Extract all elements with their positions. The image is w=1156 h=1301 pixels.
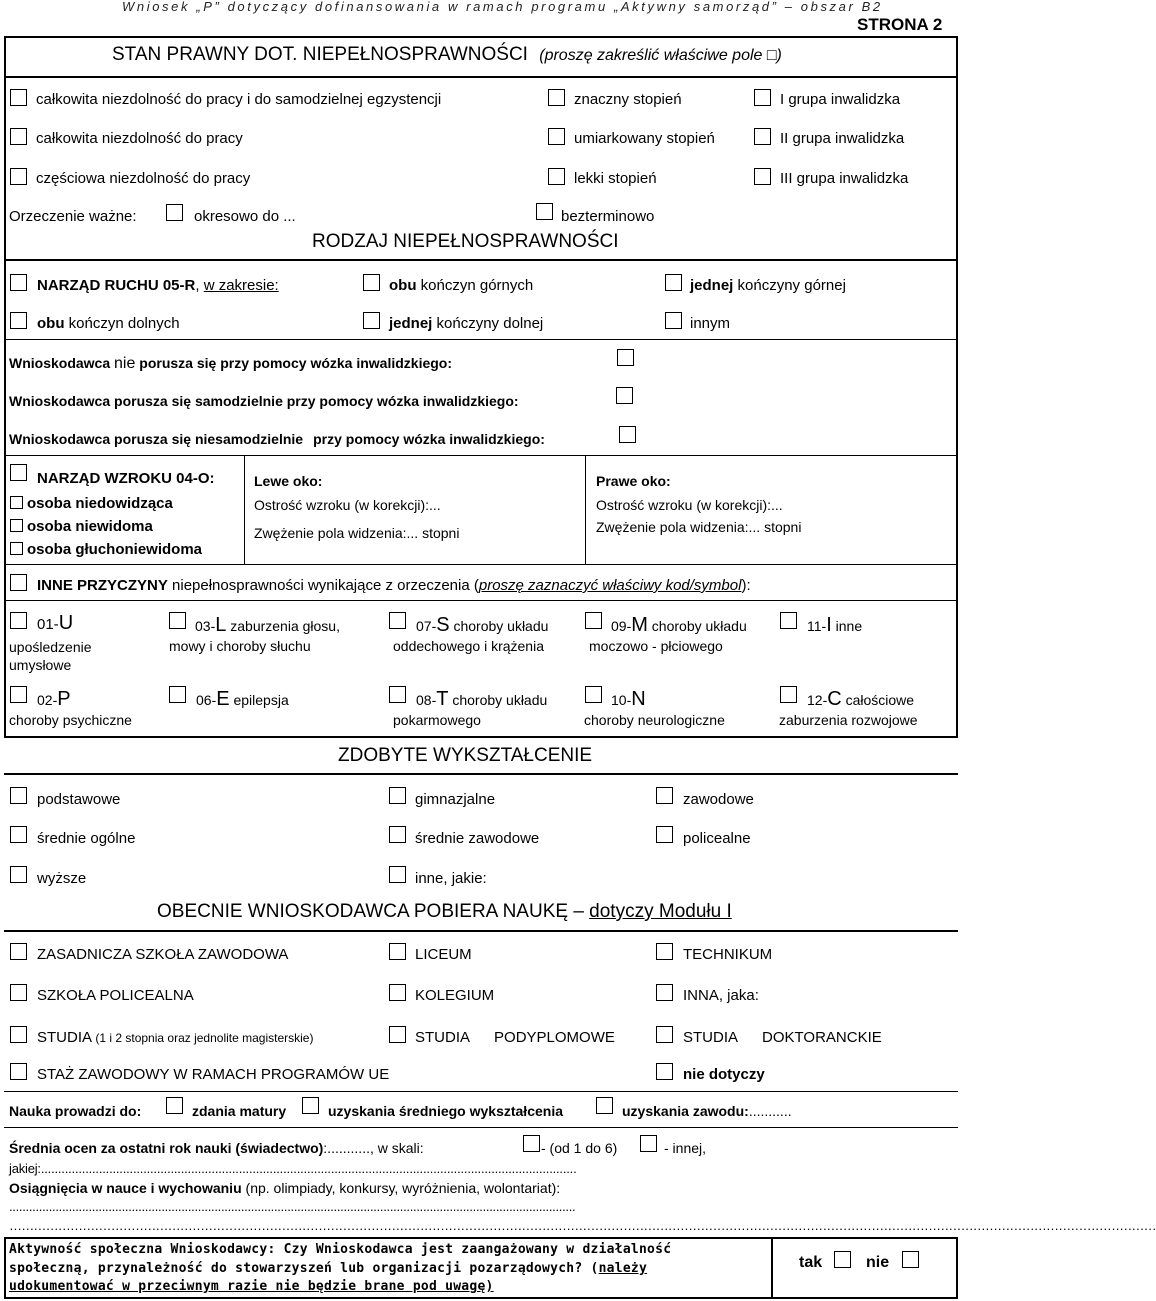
checkbox-edu-other[interactable] [389,866,406,883]
checkbox-social-yes[interactable] [834,1251,851,1268]
checkbox-not-applicable[interactable] [656,1063,673,1080]
code-08-t-desc: pokarmowego [393,712,481,728]
label-validity-temporary: okresowo do ... [194,208,296,225]
label-post-secondary-school: SZKOŁA POLICEALNA [37,987,194,1004]
social-border-right [956,1237,958,1298]
label-moderate-degree: umiarkowany stopień [574,130,715,147]
label-not-applicable: nie dotyczy [683,1066,765,1083]
checkbox-edu-primary[interactable] [10,787,27,804]
label-edu-general-secondary: średnie ogólne [37,830,136,847]
label-edu-other: inne, jakie: [415,870,487,887]
label-high-school: LICEUM [415,946,472,963]
checkbox-deafblind[interactable] [10,542,23,555]
label-scale-other: - innej, [664,1140,707,1156]
label-goal-profession: uzyskania zawodu:........... [622,1103,792,1119]
checkbox-one-lower-limb[interactable] [363,312,380,329]
code-01-u-desc: upośledzenie umysłowe [9,639,92,673]
checkbox-blind[interactable] [10,519,23,532]
checkbox-partial-incapacity[interactable] [10,168,27,185]
divider [4,455,958,456]
checkbox-eu-internship[interactable] [10,1063,27,1080]
label-both-lower-limbs: obu kończyn dolnych [37,315,180,332]
divider [4,76,958,78]
checkbox-vision-organ[interactable] [10,464,27,481]
right-eye-field: Zwężenie pola widzenia:... stopni [596,519,802,535]
code-10-n: 10-N [611,688,646,710]
label-grade-average: Średnia ocen za ostatni rok nauki (świadectwo):..........., w skali: [9,1140,424,1156]
code-01-u: 01-U [37,612,74,634]
label-education-goal: Nauka prowadzi do: [9,1103,142,1119]
vision-divider-1 [244,455,245,565]
checkbox-other-school[interactable] [656,984,673,1001]
label-edu-vocational: zawodowe [683,791,754,808]
checkbox-edu-higher[interactable] [10,866,27,883]
checkbox-group-2[interactable] [754,128,771,145]
code-12-c: 12-C całościowe [807,688,915,710]
checkbox-wheelchair-independent[interactable] [616,387,633,404]
left-eye-field: Zwężenie pola widzenia:... stopni [254,525,460,541]
checkbox-validity-temporary[interactable] [166,204,183,221]
checkbox-code-06-e[interactable] [169,686,186,703]
checkbox-validity-permanent[interactable] [536,203,553,220]
label-doctoral-studies: STUDIA DOKTORANCKIE [683,1029,882,1046]
label-validity-permanent: bezterminowo [561,208,655,225]
checkbox-wheelchair-none[interactable] [617,349,634,366]
checkbox-scale-1-6[interactable] [523,1135,540,1152]
code-09-m: 09-M choroby układu [611,614,747,636]
checkbox-mild-degree[interactable] [548,168,565,185]
label-total-incapacity: całkowita niezdolność do pracy [36,130,243,147]
social-text-3: udokumentować w przeciwnym razie nie będzie brane pod uwagę) [9,1279,494,1294]
outer-border-bottom [4,736,958,738]
checkbox-group-3[interactable] [754,168,771,185]
checkbox-edu-lower-secondary[interactable] [389,787,406,804]
divider [4,773,958,775]
label-studies: STUDIA (1 i 2 stopnia oraz jednolite magisterskie) [37,1029,314,1046]
outer-border-right [956,36,958,738]
checkbox-social-no[interactable] [902,1251,919,1268]
legal-status-heading: STAN PRAWNY DOT. NIEPEŁNOSPRAWNOŚCI (proszę zakreślić właściwe pole □) [112,44,782,65]
vision-divider-2 [585,455,586,565]
label-both-upper-limbs: obu kończyn górnych [389,277,534,294]
social-border-left [4,1237,6,1298]
label-wheelchair-dependent: Wnioskodawca porusza się niesamodzielnie przy pomocy wózka inwalidzkiego: [9,431,545,447]
checkbox-studies[interactable] [10,1026,27,1043]
validity-label: Orzeczenie ważne: [9,208,137,225]
label-social-yes: tak [799,1254,823,1271]
checkbox-edu-vocational[interactable] [656,787,673,804]
checkbox-code-08-t[interactable] [389,686,406,703]
checkbox-code-07-s[interactable] [389,612,406,629]
label-basic-vocational-school: ZASADNICZA SZKOŁA ZAWODOWA [37,946,289,963]
divider [4,1127,958,1128]
right-eye-acuity: Ostrość wzroku (w korekcji):... [596,497,783,513]
checkbox-code-09-m[interactable] [585,612,602,629]
label-scale-1-6: - (od 1 do 6) [541,1140,618,1156]
checkbox-goal-matura[interactable] [166,1097,183,1114]
label-other-limb: innym [690,315,731,332]
checkbox-college[interactable] [389,984,406,1001]
checkbox-scale-other[interactable] [640,1135,657,1152]
label-vision-organ: NARZĄD WZROKU 04-O: [37,470,215,487]
label-wheelchair-none: Wnioskodawca nie porusza się przy pomocy wózka inwalidzkiego: [9,355,453,372]
checkbox-high-school[interactable] [389,943,406,960]
checkbox-significant-degree[interactable] [548,89,565,106]
checkbox-code-11-i[interactable] [780,612,797,629]
label-one-lower-limb: jednej kończyny dolnej [389,315,544,332]
outer-border-left [4,36,6,738]
checkbox-total-incapacity[interactable] [10,128,27,145]
label-eu-internship: STAŻ ZAWODOWY W RAMACH PROGRAMÓW UE [37,1066,390,1083]
social-text-1: Aktywność społeczna Wnioskodawcy: Czy Wnioskodawca jest zaangażowany w działalność [9,1242,672,1257]
checkbox-post-secondary-school[interactable] [10,984,27,1001]
label-mild-degree: lekki stopień [574,170,657,187]
divider [4,564,958,565]
checkbox-motor-organ[interactable] [10,274,27,291]
label-edu-post-secondary: policealne [683,830,751,847]
achievements-dots-1: ........................................................................................................................................................................... [9,1199,576,1214]
label-blind: osoba niewidoma [27,518,153,535]
code-02-p-desc: choroby psychiczne [9,712,132,728]
code-07-s: 07-S choroby układu [416,614,549,636]
running-header: Wniosek „P” dotyczący dofinansowania w ramach programu „Aktywny samorząd” – obszar B2 [122,0,883,14]
checkbox-other-causes[interactable] [10,574,27,591]
checkbox-edu-post-secondary[interactable] [656,826,673,843]
left-eye-acuity: Ostrość wzroku (w korekcji):... [254,497,441,513]
code-09-m-desc: moczowo - płciowego [589,638,723,654]
label-one-upper-limb: jednej kończyny górnej [690,277,846,294]
label-other-causes: INNE PRZYCZYNY niepełnosprawności wynikające z orzeczenia (proszę zaznaczyć właściwy kod/symbol): [37,577,751,594]
divider [4,600,958,601]
label-social-no: nie [866,1254,890,1271]
label-low-vision: osoba niedowidząca [27,495,173,512]
code-10-n-desc: choroby neurologiczne [584,712,725,728]
checkbox-basic-vocational-school[interactable] [10,943,27,960]
checkbox-code-03-l[interactable] [169,612,186,629]
social-divider [771,1237,773,1298]
label-other-school: INNA, jaka: [683,987,759,1004]
label-edu-lower-secondary: gimnazjalne [415,791,496,808]
label-technical-school: TECHNIKUM [683,946,773,963]
achievements-dots-2: ………………………………………………………………………………………………………………………………………………………………………………………………………………………………………………………… [9,1218,1156,1233]
label-edu-higher: wyższe [37,870,87,887]
code-03-l: 03-L zaburzenia głosu, [195,614,340,636]
checkbox-other-limb[interactable] [665,312,682,329]
code-08-t: 08-T choroby układu [416,688,548,710]
divider [4,339,958,340]
social-text-2: społeczną, przynależność do stowarzyszeń lub organizacji pozarządowych? (należy [9,1261,648,1276]
divider [4,930,958,932]
label-postgraduate-studies: STUDIA PODYPLOMOWE [415,1029,615,1046]
label-significant-degree: znaczny stopień [574,91,682,108]
label-total-incapacity-independent: całkowita niezdolność do pracy i do samodzielnej egzystencji [36,91,442,108]
checkbox-moderate-degree[interactable] [548,128,565,145]
page-number: STRONA 2 [857,15,943,34]
checkbox-group-1[interactable] [754,89,771,106]
checkbox-edu-general-secondary[interactable] [10,826,27,843]
social-border-bottom [4,1297,958,1299]
label-goal-secondary: uzyskania średniego wykształcenia [328,1103,563,1119]
label-group-3: III grupa inwalidzka [780,170,909,187]
divider [4,1091,958,1092]
label-group-1: I grupa inwalidzka [780,91,901,108]
code-11-i: 11-I inne [807,614,863,636]
checkbox-edu-vocational-secondary[interactable] [389,826,406,843]
label-achievements: Osiągnięcia w nauce i wychowaniu (np. olimpiady, konkursy, wyróżnienia, wolontariat): [9,1180,561,1196]
checkbox-doctoral-studies[interactable] [656,1026,673,1043]
current-education-heading: OBECNIE WNIOSKODAWCA POBIERA NAUKĘ – dotyczy Modułu I [157,901,732,922]
divider [4,259,958,261]
checkbox-one-upper-limb[interactable] [665,274,682,291]
disability-type-heading: RODZAJ NIEPEŁNOSPRAWNOŚCI [312,231,619,252]
code-03-l-desc: mowy i choroby słuchu [169,638,311,654]
checkbox-both-upper-limbs[interactable] [363,274,380,291]
label-edu-primary: podstawowe [37,791,121,808]
code-12-c-desc: zaburzenia rozwojowe [779,712,918,728]
left-eye-title: Lewe oko: [254,473,323,489]
checkbox-low-vision[interactable] [10,496,23,509]
label-motor-organ: NARZĄD RUCHU 05-R, w zakresie: [37,277,279,294]
code-02-p: 02-P [37,688,71,710]
label-group-2: II grupa inwalidzka [780,130,905,147]
checkbox-total-incapacity-independent[interactable] [10,89,27,106]
checkbox-both-lower-limbs[interactable] [10,312,27,329]
checkbox-code-02-p[interactable] [10,686,27,703]
checkbox-code-10-n[interactable] [585,686,602,703]
label-deafblind: osoba głuchoniewidoma [27,541,203,558]
label-goal-matura: zdania matury [192,1103,287,1119]
checkbox-technical-school[interactable] [656,943,673,960]
outer-border-top [4,36,958,38]
checkbox-code-01-u[interactable] [10,612,27,629]
code-06-e: 06-E epilepsja [196,688,289,710]
education-heading: ZDOBYTE WYKSZTAŁCENIE [338,745,593,766]
checkbox-goal-profession[interactable] [596,1097,613,1114]
label-partial-incapacity: częściowa niezdolność do pracy [36,170,251,187]
checkbox-code-12-c[interactable] [780,686,797,703]
label-edu-vocational-secondary: średnie zawodowe [415,830,540,847]
label-which-scale: jakiej:............................................................................................................................................................. [9,1161,577,1176]
checkbox-wheelchair-dependent[interactable] [619,426,636,443]
code-07-s-desc: oddechowego i krążenia [393,638,544,654]
right-eye-title: Prawe oko: [596,473,671,489]
label-wheelchair-independent: Wnioskodawca porusza się samodzielnie przy pomocy wózka inwalidzkiego: [9,393,519,409]
social-border-top [4,1237,958,1239]
checkbox-goal-secondary[interactable] [302,1097,319,1114]
label-college: KOLEGIUM [415,987,495,1004]
checkbox-postgraduate-studies[interactable] [389,1026,406,1043]
